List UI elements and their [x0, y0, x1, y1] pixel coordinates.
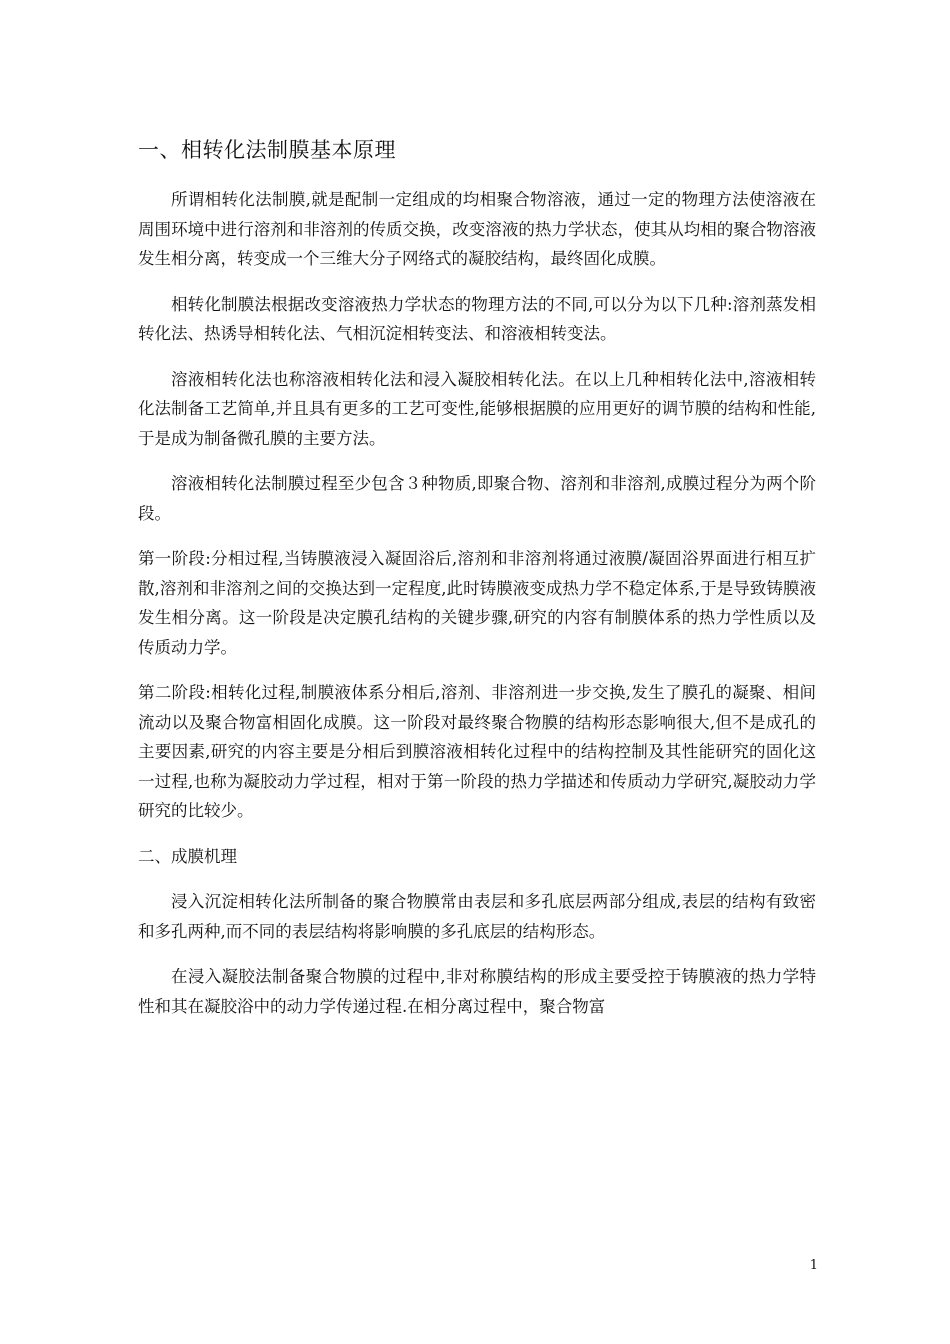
paragraph-membrane-layers: 浸入沉淀相转化法所制备的聚合物膜常由表层和多孔底层两部分组成,表层的结构有致密和多孔两种,而不同的表层结构将影响膜的多孔底层的结构形态。	[138, 892, 816, 941]
paragraph-stage-one: 第一阶段:分相过程,当铸膜液浸入凝固浴后,溶剂和非溶剂将通过液膜/凝固浴界面进行相互扩散,溶剂和非溶剂之间的交换达到一定程度,此时铸膜液变成热力学不稳定体系,于是导致铸膜液发生相分离。这一阶段是决定膜孔结构的关键步骤,研究的内容有制膜体系的热力学性质以及传质动力学。	[138, 549, 816, 657]
section-heading-principle: 一、相转化法制膜基本原理	[138, 138, 396, 162]
paragraph-process-stages: 溶液相转化法制膜过程至少包含３种物质,即聚合物、溶剂和非溶剂,成膜过程分为两个阶段。	[138, 474, 816, 523]
page-number: 1	[809, 1258, 818, 1273]
document-body	[138, 131, 816, 1037]
paragraph-definition: 所谓相转化法制膜,就是配制一定组成的均相聚合物溶液，通过一定的物理方法使溶液在周围环境中进行溶剂和非溶剂的传质交换，改变溶液的热力学状态，使其从均相的聚合物溶液发生相分离，转变成一个三维大分子网络式的凝胶结构，最终固化成膜。	[138, 190, 816, 268]
section-heading-mechanism: 二、成膜机理	[138, 846, 237, 866]
paragraph-stage-two: 第二阶段:相转化过程,制膜液体系分相后,溶剂、非溶剂进一步交换,发生了膜孔的凝聚、相间流动以及聚合物富相固化成膜。这一阶段对最终聚合物膜的结构形态影响很大,但不是成孔的主要因素,研究的内容主要是分相后到膜溶液相转化过程中的结构控制及其性能研究的固化这一过程,也称为凝胶动力学过程，相对于第一阶段的热力学描述和传质动力学研究,凝胶动力学研究的比较少。	[138, 683, 816, 820]
paragraph-method-types: 相转化制膜法根据改变溶液热力学状态的物理方法的不同,可以分为以下几种:溶剂蒸发相转化法、热诱导相转化法、气相沉淀相转变法、和溶液相转变法。	[138, 294, 816, 343]
paragraph-solution-method: 溶液相转化法也称溶液相转化法和浸入凝胶相转化法。在以上几种相转化法中,溶液相转化法制备工艺简单,并且具有更多的工艺可变性,能够根据膜的应用更好的调节膜的结构和性能,于是成为制备微孔膜的主要方法。	[138, 369, 816, 448]
paragraph-asymmetric-structure: 在浸入凝胶法制备聚合物膜的过程中,非对称膜结构的形成主要受控于铸膜液的热力学特性和其在凝胶浴中的动力学传递过程.在相分离过程中，聚合物富	[138, 967, 816, 1016]
